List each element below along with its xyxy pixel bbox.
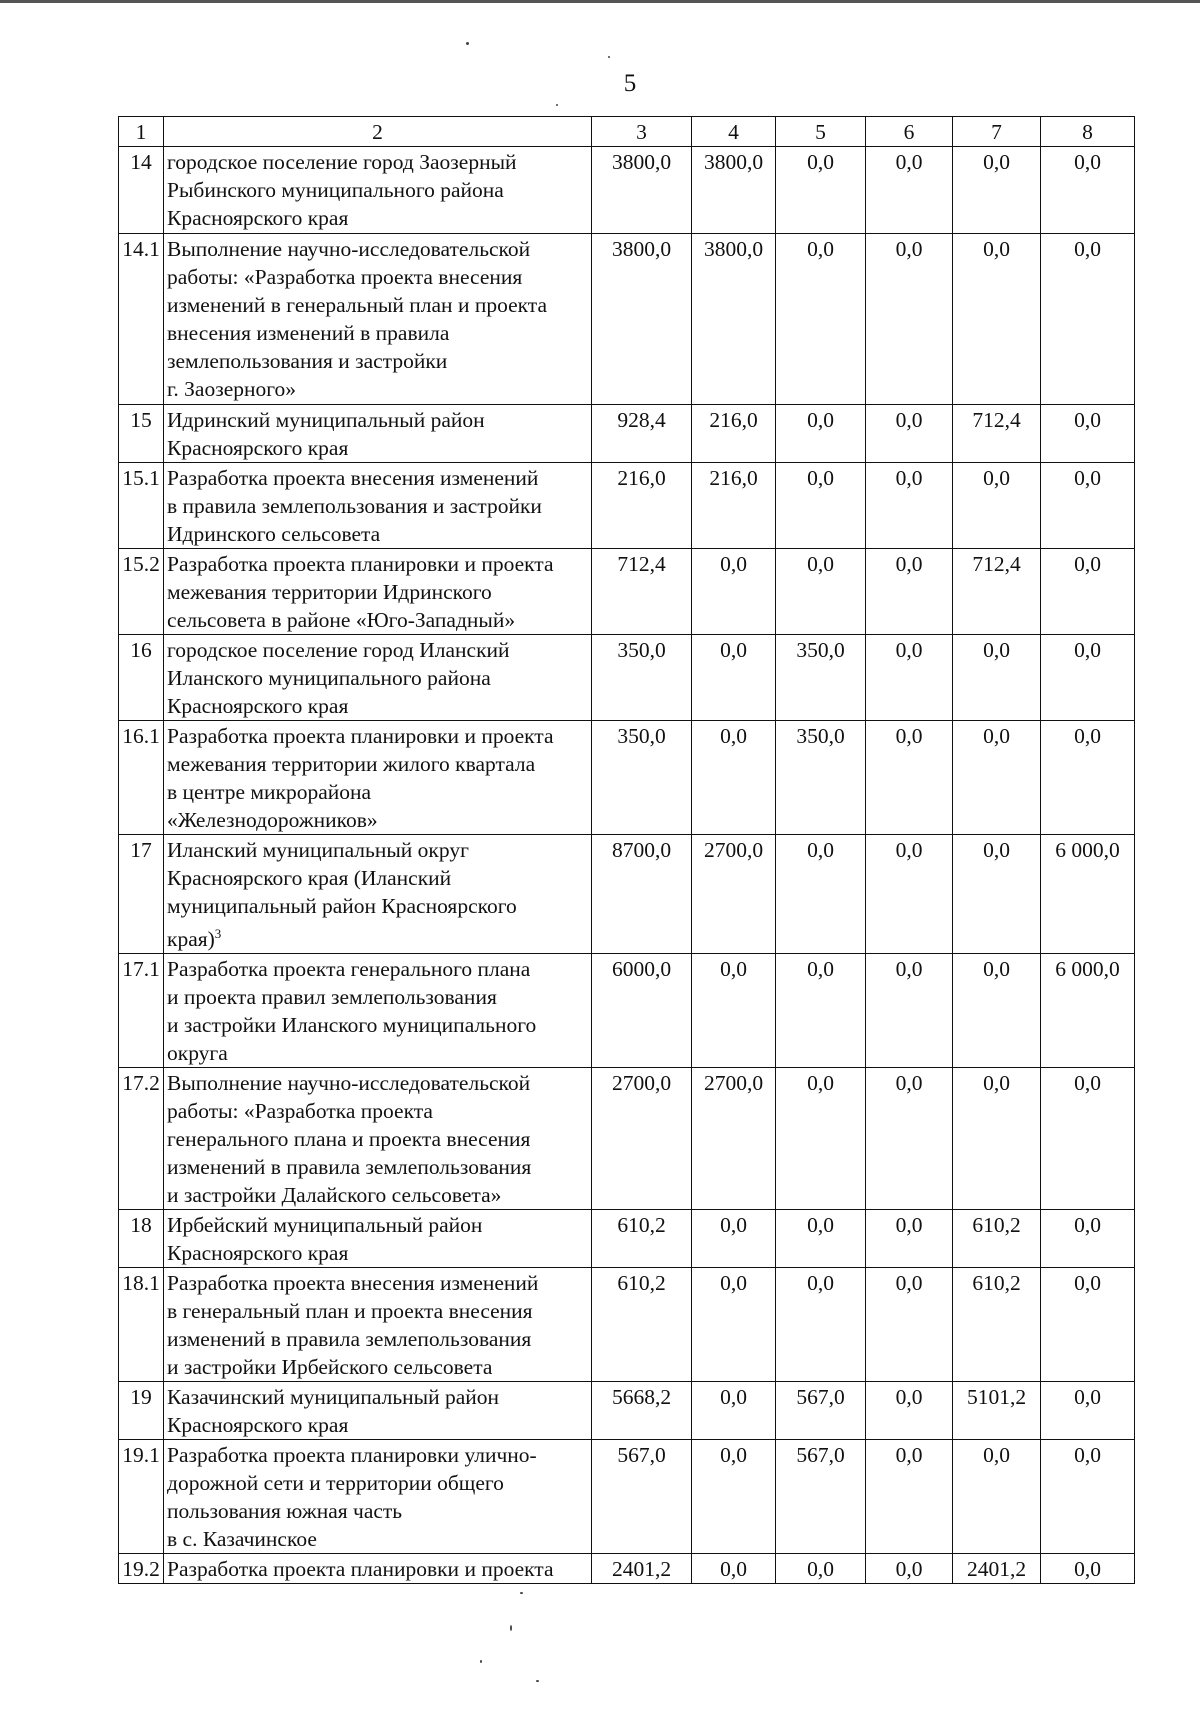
value-col4: 0,0 [692, 1210, 776, 1268]
value-col6: 0,0 [866, 1210, 953, 1268]
value-col5: 567,0 [776, 1382, 866, 1440]
value-col6: 0,0 [866, 1268, 953, 1382]
row-name-line: Ирбейский муниципальный район [167, 1213, 483, 1238]
funding-table [118, 116, 1135, 1584]
row-name-line: Красноярского края [167, 206, 349, 230]
row-name [164, 635, 592, 721]
row-name-line: генерального плана и проекта внесения [167, 1127, 531, 1152]
value-col5: 0,0 [776, 1068, 866, 1210]
header-cell: 1 [119, 117, 164, 147]
row-name-line: Разработка проекта внесения изменений [167, 1271, 539, 1296]
header-cell: 3 [592, 117, 692, 147]
value-col8: 0,0 [1041, 721, 1135, 835]
value-col8: 0,0 [1041, 234, 1135, 405]
value-col5: 0,0 [776, 463, 866, 549]
value-col4: 3800,0 [692, 147, 776, 234]
row-name-line: Красноярского края (Иланский [167, 866, 452, 890]
row-number: 16 [119, 635, 164, 721]
value-col4: 3800,0 [692, 234, 776, 405]
value-col6: 0,0 [866, 635, 953, 721]
row-name-line: в с. Казачинское [167, 1527, 317, 1552]
row-name-line: в генеральный план и проекта внесения [167, 1299, 533, 1324]
row-number: 17 [119, 835, 164, 954]
row-name-line: Красноярского края [167, 694, 349, 718]
value-col6: 0,0 [866, 721, 953, 835]
value-col7: 0,0 [953, 954, 1041, 1068]
scan-speck [536, 1680, 539, 1682]
table-row [119, 1268, 1135, 1382]
table-row [119, 549, 1135, 635]
row-number: 18.1 [119, 1268, 164, 1382]
value-col7: 5101,2 [953, 1382, 1041, 1440]
value-col8: 6 000,0 [1041, 835, 1135, 954]
value-col7: 0,0 [953, 234, 1041, 405]
value-col6: 0,0 [866, 835, 953, 954]
row-name [164, 463, 592, 549]
row-name-line: и проекта правил землепользования [167, 985, 497, 1010]
value-col8: 0,0 [1041, 635, 1135, 721]
value-col5: 0,0 [776, 835, 866, 954]
row-name-line: Разработка проекта планировки улично- [167, 1443, 537, 1468]
table-row [119, 147, 1135, 234]
table-row [119, 1210, 1135, 1268]
row-number: 19 [119, 1382, 164, 1440]
value-col8: 0,0 [1041, 405, 1135, 463]
header-cell: 8 [1041, 117, 1135, 147]
value-total: 216,0 [592, 463, 692, 549]
row-name-line: работы: «Разработка проекта внесения [167, 265, 523, 289]
value-col5: 0,0 [776, 147, 866, 234]
value-total: 610,2 [592, 1210, 692, 1268]
row-name-line: городское поселение город Иланский [167, 638, 510, 662]
value-col7: 0,0 [953, 147, 1041, 234]
row-name [164, 1382, 592, 1440]
row-name-line: Рыбинского муниципального района [167, 178, 504, 202]
row-name [164, 405, 592, 463]
row-name-line: Иланский муниципальный округ [167, 838, 469, 862]
value-col7: 610,2 [953, 1268, 1041, 1382]
table-row [119, 1382, 1135, 1440]
header-cell: 7 [953, 117, 1041, 147]
value-col4: 0,0 [692, 1554, 776, 1584]
value-col5: 567,0 [776, 1440, 866, 1554]
row-name-line: землепользования и застройки [167, 349, 448, 373]
row-name-line: Разработка проекта генерального плана [167, 957, 531, 982]
value-total: 3800,0 [592, 234, 692, 405]
row-name-line: округа [167, 1041, 228, 1066]
header-row [119, 117, 1135, 147]
value-col4: 0,0 [692, 549, 776, 635]
row-name-line: Выполнение научно-исследовательской [167, 237, 531, 261]
value-col8: 0,0 [1041, 549, 1135, 635]
value-col8: 0,0 [1041, 463, 1135, 549]
row-name [164, 1554, 592, 1584]
value-col6: 0,0 [866, 1554, 953, 1584]
row-number: 19.1 [119, 1440, 164, 1554]
value-total: 8700,0 [592, 835, 692, 954]
table-row [119, 1554, 1135, 1584]
value-total: 2700,0 [592, 1068, 692, 1210]
value-col6: 0,0 [866, 405, 953, 463]
value-col8: 0,0 [1041, 1440, 1135, 1554]
row-name [164, 1268, 592, 1382]
row-name-line: Разработка проекта планировки и проекта [167, 1557, 554, 1582]
value-col8: 0,0 [1041, 1068, 1135, 1210]
page-number: 5 [623, 70, 637, 97]
value-col8: 0,0 [1041, 1210, 1135, 1268]
row-name [164, 721, 592, 835]
value-col5: 0,0 [776, 234, 866, 405]
value-col7: 0,0 [953, 1068, 1041, 1210]
scan-speck [608, 56, 610, 58]
value-col6: 0,0 [866, 147, 953, 234]
header-cell: 5 [776, 117, 866, 147]
value-col4: 2700,0 [692, 1068, 776, 1210]
header-cell: 4 [692, 117, 776, 147]
row-name [164, 234, 592, 405]
header-cell: 2 [164, 117, 592, 147]
row-name-line: Красноярского края [167, 436, 349, 460]
row-number: 14 [119, 147, 164, 234]
row-name-line: внесения изменений в правила [167, 321, 450, 345]
table-row [119, 721, 1135, 835]
table-row [119, 463, 1135, 549]
table-row [119, 954, 1135, 1068]
row-name-line: изменений в генеральный план и проекта [167, 293, 547, 317]
row-name-line: пользования южная часть [167, 1499, 403, 1524]
top-edge-rule [0, 0, 1200, 3]
scan-speck [466, 42, 469, 45]
value-col5: 0,0 [776, 954, 866, 1068]
row-number: 19.2 [119, 1554, 164, 1584]
row-number: 17.1 [119, 954, 164, 1068]
value-total: 6000,0 [592, 954, 692, 1068]
scan-speck [510, 1625, 512, 1631]
value-col8: 0,0 [1041, 1268, 1135, 1382]
row-number: 16.1 [119, 721, 164, 835]
row-name-line: края) [167, 927, 215, 952]
value-col7: 0,0 [953, 721, 1041, 835]
row-name [164, 835, 592, 954]
table-row [119, 835, 1135, 954]
row-name-line: «Железнодорожников» [167, 808, 378, 832]
value-col7: 610,2 [953, 1210, 1041, 1268]
value-total: 350,0 [592, 721, 692, 835]
value-total: 610,2 [592, 1268, 692, 1382]
row-name [164, 1440, 592, 1554]
value-col6: 0,0 [866, 234, 953, 405]
value-col4: 0,0 [692, 721, 776, 835]
scan-speck [480, 1660, 482, 1663]
row-name-line-wrap [167, 920, 588, 953]
value-col4: 216,0 [692, 405, 776, 463]
row-name-line: Красноярского края [167, 1241, 349, 1266]
row-name-line: муниципальный район Красноярского [167, 894, 517, 918]
value-col4: 0,0 [692, 635, 776, 721]
value-col7: 0,0 [953, 635, 1041, 721]
row-name-line: изменений в правила землепользования [167, 1155, 532, 1180]
row-name-line: Идринского сельсовета [167, 522, 381, 546]
row-name-line: работы: «Разработка проекта [167, 1099, 433, 1124]
value-total: 5668,2 [592, 1382, 692, 1440]
value-col5: 0,0 [776, 1268, 866, 1382]
value-col5: 0,0 [776, 1554, 866, 1584]
row-number: 18 [119, 1210, 164, 1268]
row-name-line: и застройки Далайского сельсовета» [167, 1183, 502, 1208]
value-col8: 0,0 [1041, 1382, 1135, 1440]
value-col5: 0,0 [776, 1210, 866, 1268]
row-name-line: Красноярского края [167, 1413, 349, 1438]
row-name-line: и застройки Иланского муниципального [167, 1013, 537, 1038]
value-col4: 0,0 [692, 1382, 776, 1440]
value-col5: 0,0 [776, 549, 866, 635]
row-number: 15.2 [119, 549, 164, 635]
value-col6: 0,0 [866, 1382, 953, 1440]
row-name-line: межевания территории жилого квартала [167, 752, 536, 776]
value-col7: 2401,2 [953, 1554, 1041, 1584]
row-name-line: Разработка проекта внесения изменений [167, 466, 539, 490]
value-col6: 0,0 [866, 463, 953, 549]
row-number: 17.2 [119, 1068, 164, 1210]
value-col8: 0,0 [1041, 1554, 1135, 1584]
value-total: 712,4 [592, 549, 692, 635]
value-col5: 0,0 [776, 405, 866, 463]
value-col6: 0,0 [866, 549, 953, 635]
table-row [119, 1440, 1135, 1554]
row-name-line: сельсовета в районе «Юго-Западный» [167, 608, 516, 632]
value-total: 2401,2 [592, 1554, 692, 1584]
row-name [164, 954, 592, 1068]
value-total: 567,0 [592, 1440, 692, 1554]
row-name [164, 549, 592, 635]
value-col7: 712,4 [953, 405, 1041, 463]
value-col6: 0,0 [866, 1440, 953, 1554]
row-number: 15.1 [119, 463, 164, 549]
value-total: 350,0 [592, 635, 692, 721]
value-col7: 0,0 [953, 463, 1041, 549]
table-row [119, 405, 1135, 463]
row-name [164, 1068, 592, 1210]
value-col7: 712,4 [953, 549, 1041, 635]
row-name-line: в правила землепользования и застройки [167, 494, 542, 518]
row-number: 15 [119, 405, 164, 463]
value-total: 3800,0 [592, 147, 692, 234]
table-row [119, 1068, 1135, 1210]
row-name-line: межевания территории Идринского [167, 580, 492, 604]
value-col4: 0,0 [692, 954, 776, 1068]
row-number: 14.1 [119, 234, 164, 405]
scan-speck [520, 1592, 523, 1594]
row-name [164, 147, 592, 234]
value-col8: 0,0 [1041, 147, 1135, 234]
row-name-line: дорожной сети и территории общего [167, 1471, 504, 1496]
row-name-line: в центре микрорайона [167, 780, 372, 804]
table-row [119, 234, 1135, 405]
value-col7: 0,0 [953, 835, 1041, 954]
footnote-marker: 3 [214, 926, 222, 941]
header-cell: 6 [866, 117, 953, 147]
row-name-line: изменений в правила землепользования [167, 1327, 532, 1352]
row-name [164, 1210, 592, 1268]
value-col6: 0,0 [866, 954, 953, 1068]
row-name-line: городское поселение город Заозерный [167, 150, 517, 174]
value-total: 928,4 [592, 405, 692, 463]
row-name-line: Разработка проекта планировки и проекта [167, 724, 554, 748]
value-col5: 350,0 [776, 721, 866, 835]
value-col4: 0,0 [692, 1440, 776, 1554]
row-name-line: Иланского муниципального района [167, 666, 491, 690]
value-col4: 0,0 [692, 1268, 776, 1382]
row-name-line: Выполнение научно-исследовательской [167, 1071, 531, 1096]
value-col7: 0,0 [953, 1440, 1041, 1554]
row-name-line: Казачинский муниципальный район [167, 1385, 500, 1410]
value-col4: 216,0 [692, 463, 776, 549]
value-col6: 0,0 [866, 1068, 953, 1210]
row-name-line: и застройки Ирбейского сельсовета [167, 1355, 493, 1380]
row-name-line: Разработка проекта планировки и проекта [167, 552, 554, 576]
table-row [119, 635, 1135, 721]
value-col8: 6 000,0 [1041, 954, 1135, 1068]
value-col4: 2700,0 [692, 835, 776, 954]
value-col5: 350,0 [776, 635, 866, 721]
row-name-line: Идринский муниципальный район [167, 408, 485, 432]
scan-speck [556, 104, 558, 106]
row-name-line: г. Заозерного» [167, 377, 297, 401]
